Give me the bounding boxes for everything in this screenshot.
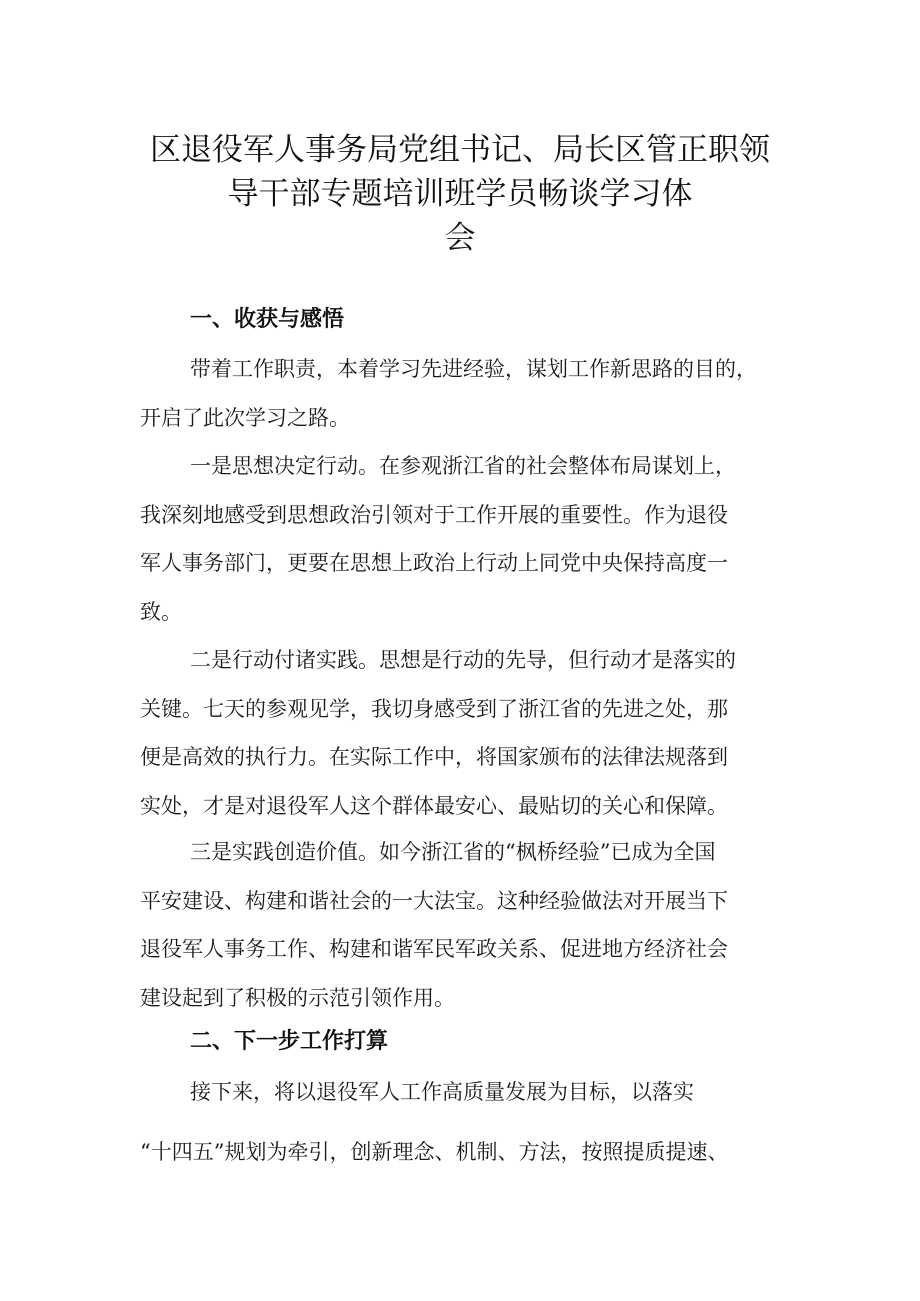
paragraph-line: 关键。七天的参观见学，我切身感受到了浙江省的先进之处，那 (140, 696, 728, 721)
paragraph-line: 建设起到了积极的示范引领作用。 (140, 985, 455, 1010)
title-line: 导干部专题培训班学员畅谈学习体 (227, 176, 693, 212)
document-title (120, 128, 800, 260)
paragraph (140, 345, 790, 442)
paragraph-line: 二是行动付诸实践。思想是行动的先导，但行动才是落实的 (190, 648, 736, 672)
section-heading: 一、收获与感悟 (190, 307, 345, 332)
paragraph (140, 1128, 790, 1177)
title-line: 会 (444, 220, 476, 256)
paragraph-line: 三是实践创造价值。如今浙江省的“枫桥经验”已成为全国 (190, 840, 716, 864)
paragraph-line: 接下来，将以退役军人工作高质量发展为目标，以落实 (190, 1080, 694, 1104)
section-heading: 二、下一步工作打算 (190, 1029, 389, 1054)
paragraph-line: 致。 (140, 599, 182, 624)
paragraph-line: 便是高效的执行力。在实际工作中，将国家颁布的法律法规落到 (140, 745, 728, 769)
paragraph-line: 平安建设、构建和谐社会的一大法宝。这种经验做法对开展当下 (140, 888, 728, 913)
paragraph-line: 我深刻地感受到思想政治引领对于工作开展的重要性。作为退役 (140, 502, 728, 527)
paragraph (140, 828, 790, 1022)
paragraph-line: 实处，才是对退役军人这个群体最安心、最贴切的关心和保障。 (140, 793, 728, 818)
paragraph-line: 带着工作职责，本着学习先进经验，谋划工作新思路的目的， (190, 357, 757, 381)
paragraph-line: 退役军人事务工作、构建和谐军民军政关系、促进地方经济社会 (140, 937, 728, 961)
paragraph (140, 442, 790, 636)
paragraph-line: 军人事务部门，更要在思想上政治上行动上同党中央保持高度一 (140, 551, 728, 575)
paragraph-line: 一是思想决定行动。在参观浙江省的社会整体布局谋划上， (190, 454, 736, 478)
paragraph-line: 开启了此次学习之路。 (140, 405, 350, 430)
paragraph (140, 1068, 790, 1117)
paragraph-line: “十四五”规划为牵引，创新理念、机制、方法，按照提质提速、 (140, 1140, 729, 1164)
paragraph (140, 636, 790, 830)
title-line: 区退役军人事务局党组书记、局长区管正职领 (150, 132, 770, 168)
